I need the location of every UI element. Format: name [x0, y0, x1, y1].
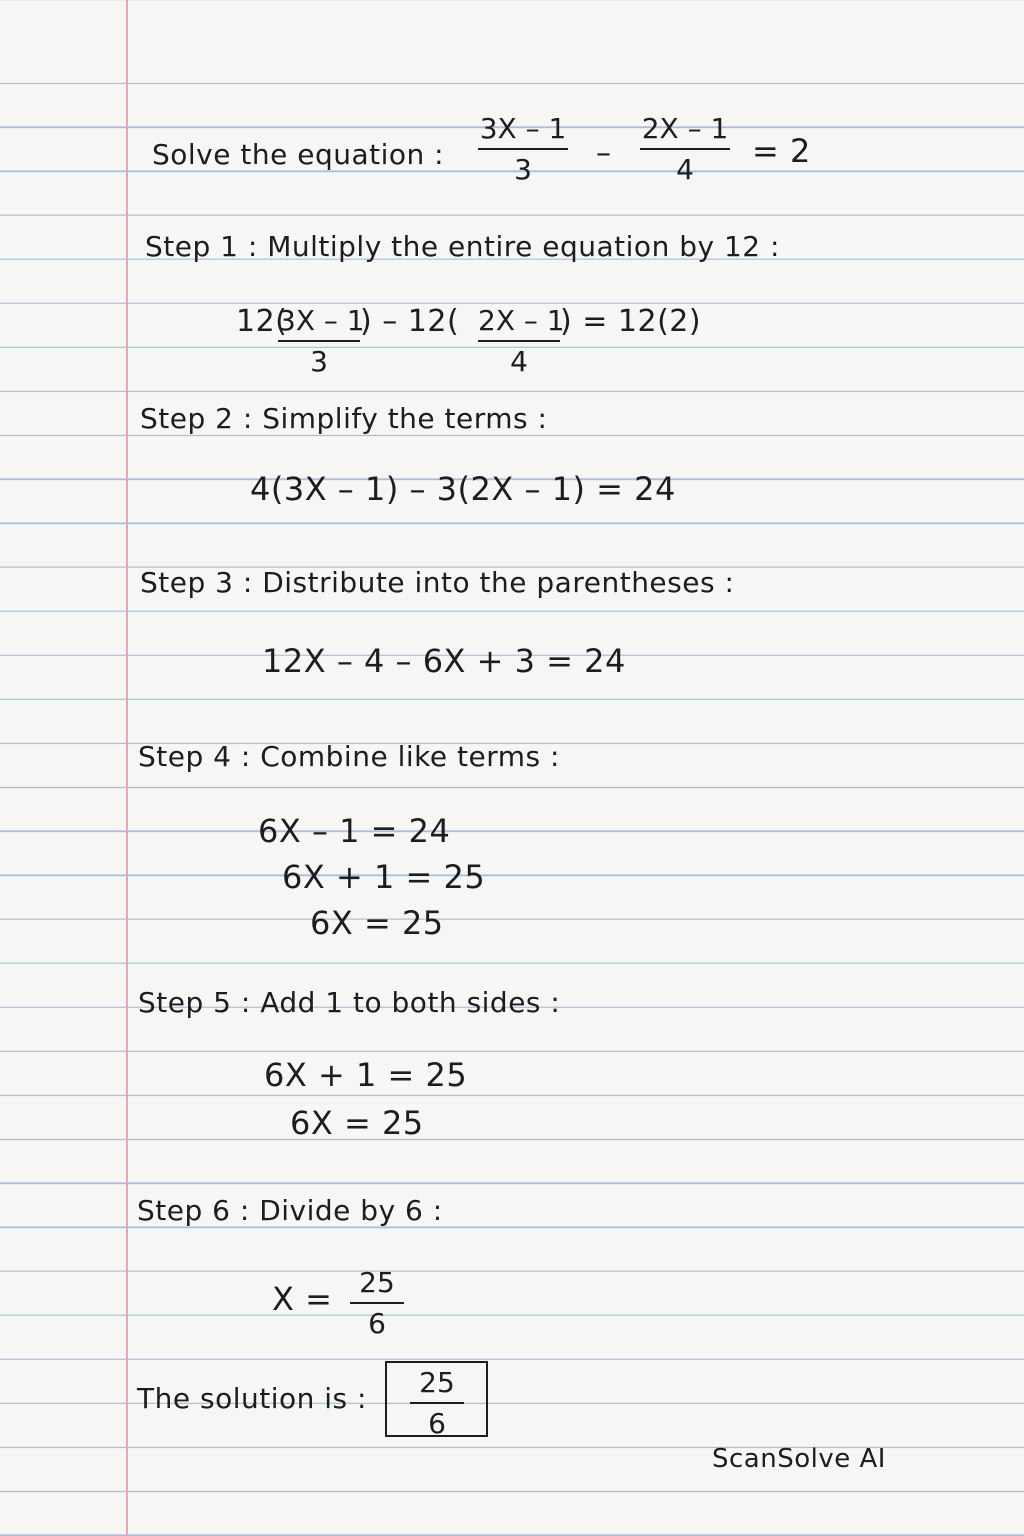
problem-label: Solve the equation : — [152, 138, 445, 171]
step3-label: Step 3 : Distribute into the parentheses : — [140, 566, 735, 599]
step1-end: ) = 12(2) — [560, 304, 702, 339]
fraction-denominator: 4 — [676, 153, 694, 186]
fraction-bar — [640, 148, 730, 150]
step5-equation-1: 6X + 1 = 25 — [264, 1056, 468, 1094]
step6-fraction — [350, 1266, 404, 1340]
step6-lhs: X = — [272, 1280, 333, 1318]
fraction-numerator: 2X – 1 — [478, 304, 565, 337]
step6-label: Step 6 : Divide by 6 : — [137, 1194, 443, 1227]
step1-mid: ) – 12( — [360, 304, 460, 339]
step4-label: Step 4 : Combine like terms : — [138, 740, 560, 773]
fraction-denominator: 3 — [310, 345, 328, 378]
step2-equation: 4(3X – 1) – 3(2X – 1) = 24 — [250, 470, 676, 508]
problem-minus: – — [596, 136, 612, 171]
fraction-bar — [410, 1402, 464, 1404]
fraction-denominator: 6 — [368, 1307, 386, 1340]
step4-equation-1: 6X – 1 = 24 — [258, 812, 451, 850]
fraction-bar — [350, 1302, 404, 1304]
fraction-numerator: 3X – 1 — [479, 112, 567, 145]
step5-equation-2: 6X = 25 — [290, 1104, 424, 1142]
problem-fraction-1 — [478, 112, 568, 186]
fraction-bar — [478, 340, 560, 342]
step4-equation-3: 6X = 25 — [310, 904, 444, 942]
fraction-numerator: 2X – 1 — [641, 112, 729, 145]
fraction-numerator: 25 — [419, 1366, 455, 1399]
problem-rhs: = 2 — [752, 132, 811, 170]
fraction-bar — [478, 148, 568, 150]
fraction-numerator: 25 — [359, 1266, 395, 1299]
fraction-denominator: 3 — [514, 153, 532, 186]
step4-equation-2: 6X + 1 = 25 — [282, 858, 486, 896]
step5-label: Step 5 : Add 1 to both sides : — [138, 986, 561, 1019]
fraction-numerator: 3X – 1 — [278, 304, 365, 337]
problem-fraction-2 — [640, 112, 730, 186]
fraction-denominator: 6 — [428, 1407, 446, 1440]
step3-equation: 12X – 4 – 6X + 3 = 24 — [262, 642, 626, 680]
fraction-bar — [278, 340, 360, 342]
solution-label: The solution is : — [137, 1382, 367, 1415]
margin-line — [126, 0, 128, 1536]
fraction-denominator: 4 — [510, 345, 528, 378]
step1-fraction-2 — [478, 304, 565, 378]
step1-fraction-1 — [278, 304, 365, 378]
step2-label: Step 2 : Simplify the terms : — [140, 402, 548, 435]
solution-fraction — [410, 1366, 464, 1440]
step1-coef: 12( — [236, 304, 288, 339]
step1-label: Step 1 : Multiply the entire equation by 12 : — [145, 230, 780, 263]
signature: ScanSolve AI — [712, 1444, 886, 1474]
